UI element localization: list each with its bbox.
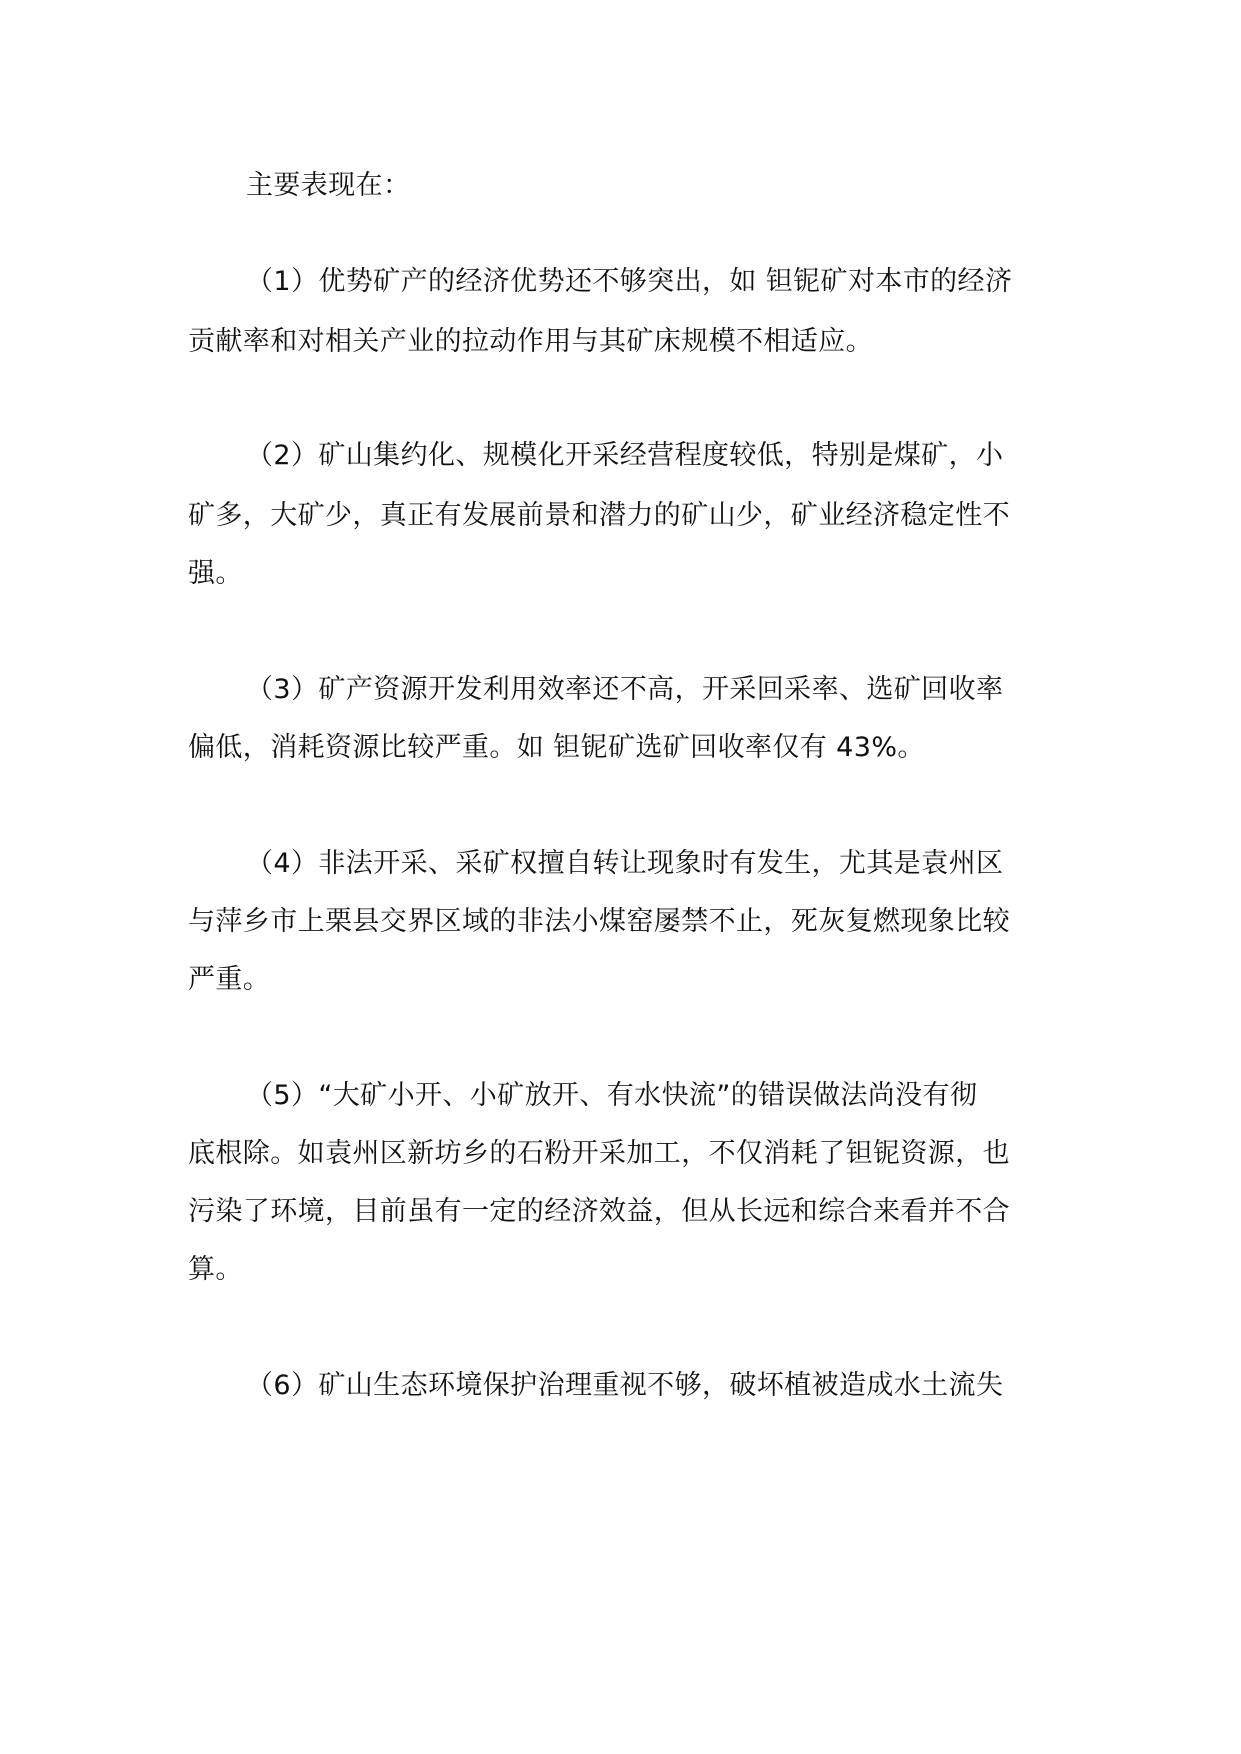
paragraph-line: 污染了环境，目前虽有一定的经济效益，但从长远和综合来看并不合 — [188, 1196, 1010, 1227]
paragraph-line: 偏低，消耗资源比较严重。如 钽铌矿选矿回收率仅有 43%。 — [188, 732, 925, 763]
paragraph-line: 矿多，大矿少，真正有发展前景和潜力的矿山少，矿业经济稳定性不 — [188, 500, 1010, 531]
paragraph-line: （1）优势矿产的经济优势还不够突出，如 钽铌矿对本市的经济 — [246, 266, 1013, 297]
section-heading: 主要表现在： — [246, 170, 411, 201]
paragraph-line: 底根除。如袁州区新坊乡的石粉开采加工，不仅消耗了钽铌资源，也 — [188, 1138, 1010, 1169]
paragraph-line: 与萍乡市上栗县交界区域的非法小煤窑屡禁不止，死灰复燃现象比较 — [188, 906, 1010, 937]
paragraph-line: 严重。 — [188, 964, 271, 995]
paragraph-line: （4）非法开采、采矿权擅自转让现象时有发生，尤其是袁州区 — [246, 848, 1004, 879]
paragraph-line: 贡献率和对相关产业的拉动作用与其矿床规模不相适应。 — [188, 326, 873, 357]
paragraph-line: （3）矿产资源开发利用效率还不高，开采回采率、选矿回收率 — [246, 674, 1004, 705]
paragraph-line: （5）“大矿小开、小矿放开、有水快流”的错误做法尚没有彻 — [246, 1080, 978, 1111]
paragraph-line: （2）矿山集约化、规模化开采经营程度较低，特别是煤矿，小 — [246, 440, 1004, 471]
paragraph-line: 强。 — [188, 558, 243, 589]
paragraph-line: （6）矿山生态环境保护治理重视不够，破坏植被造成水土流失 — [246, 1370, 1004, 1401]
paragraph-line: 算。 — [188, 1254, 243, 1285]
